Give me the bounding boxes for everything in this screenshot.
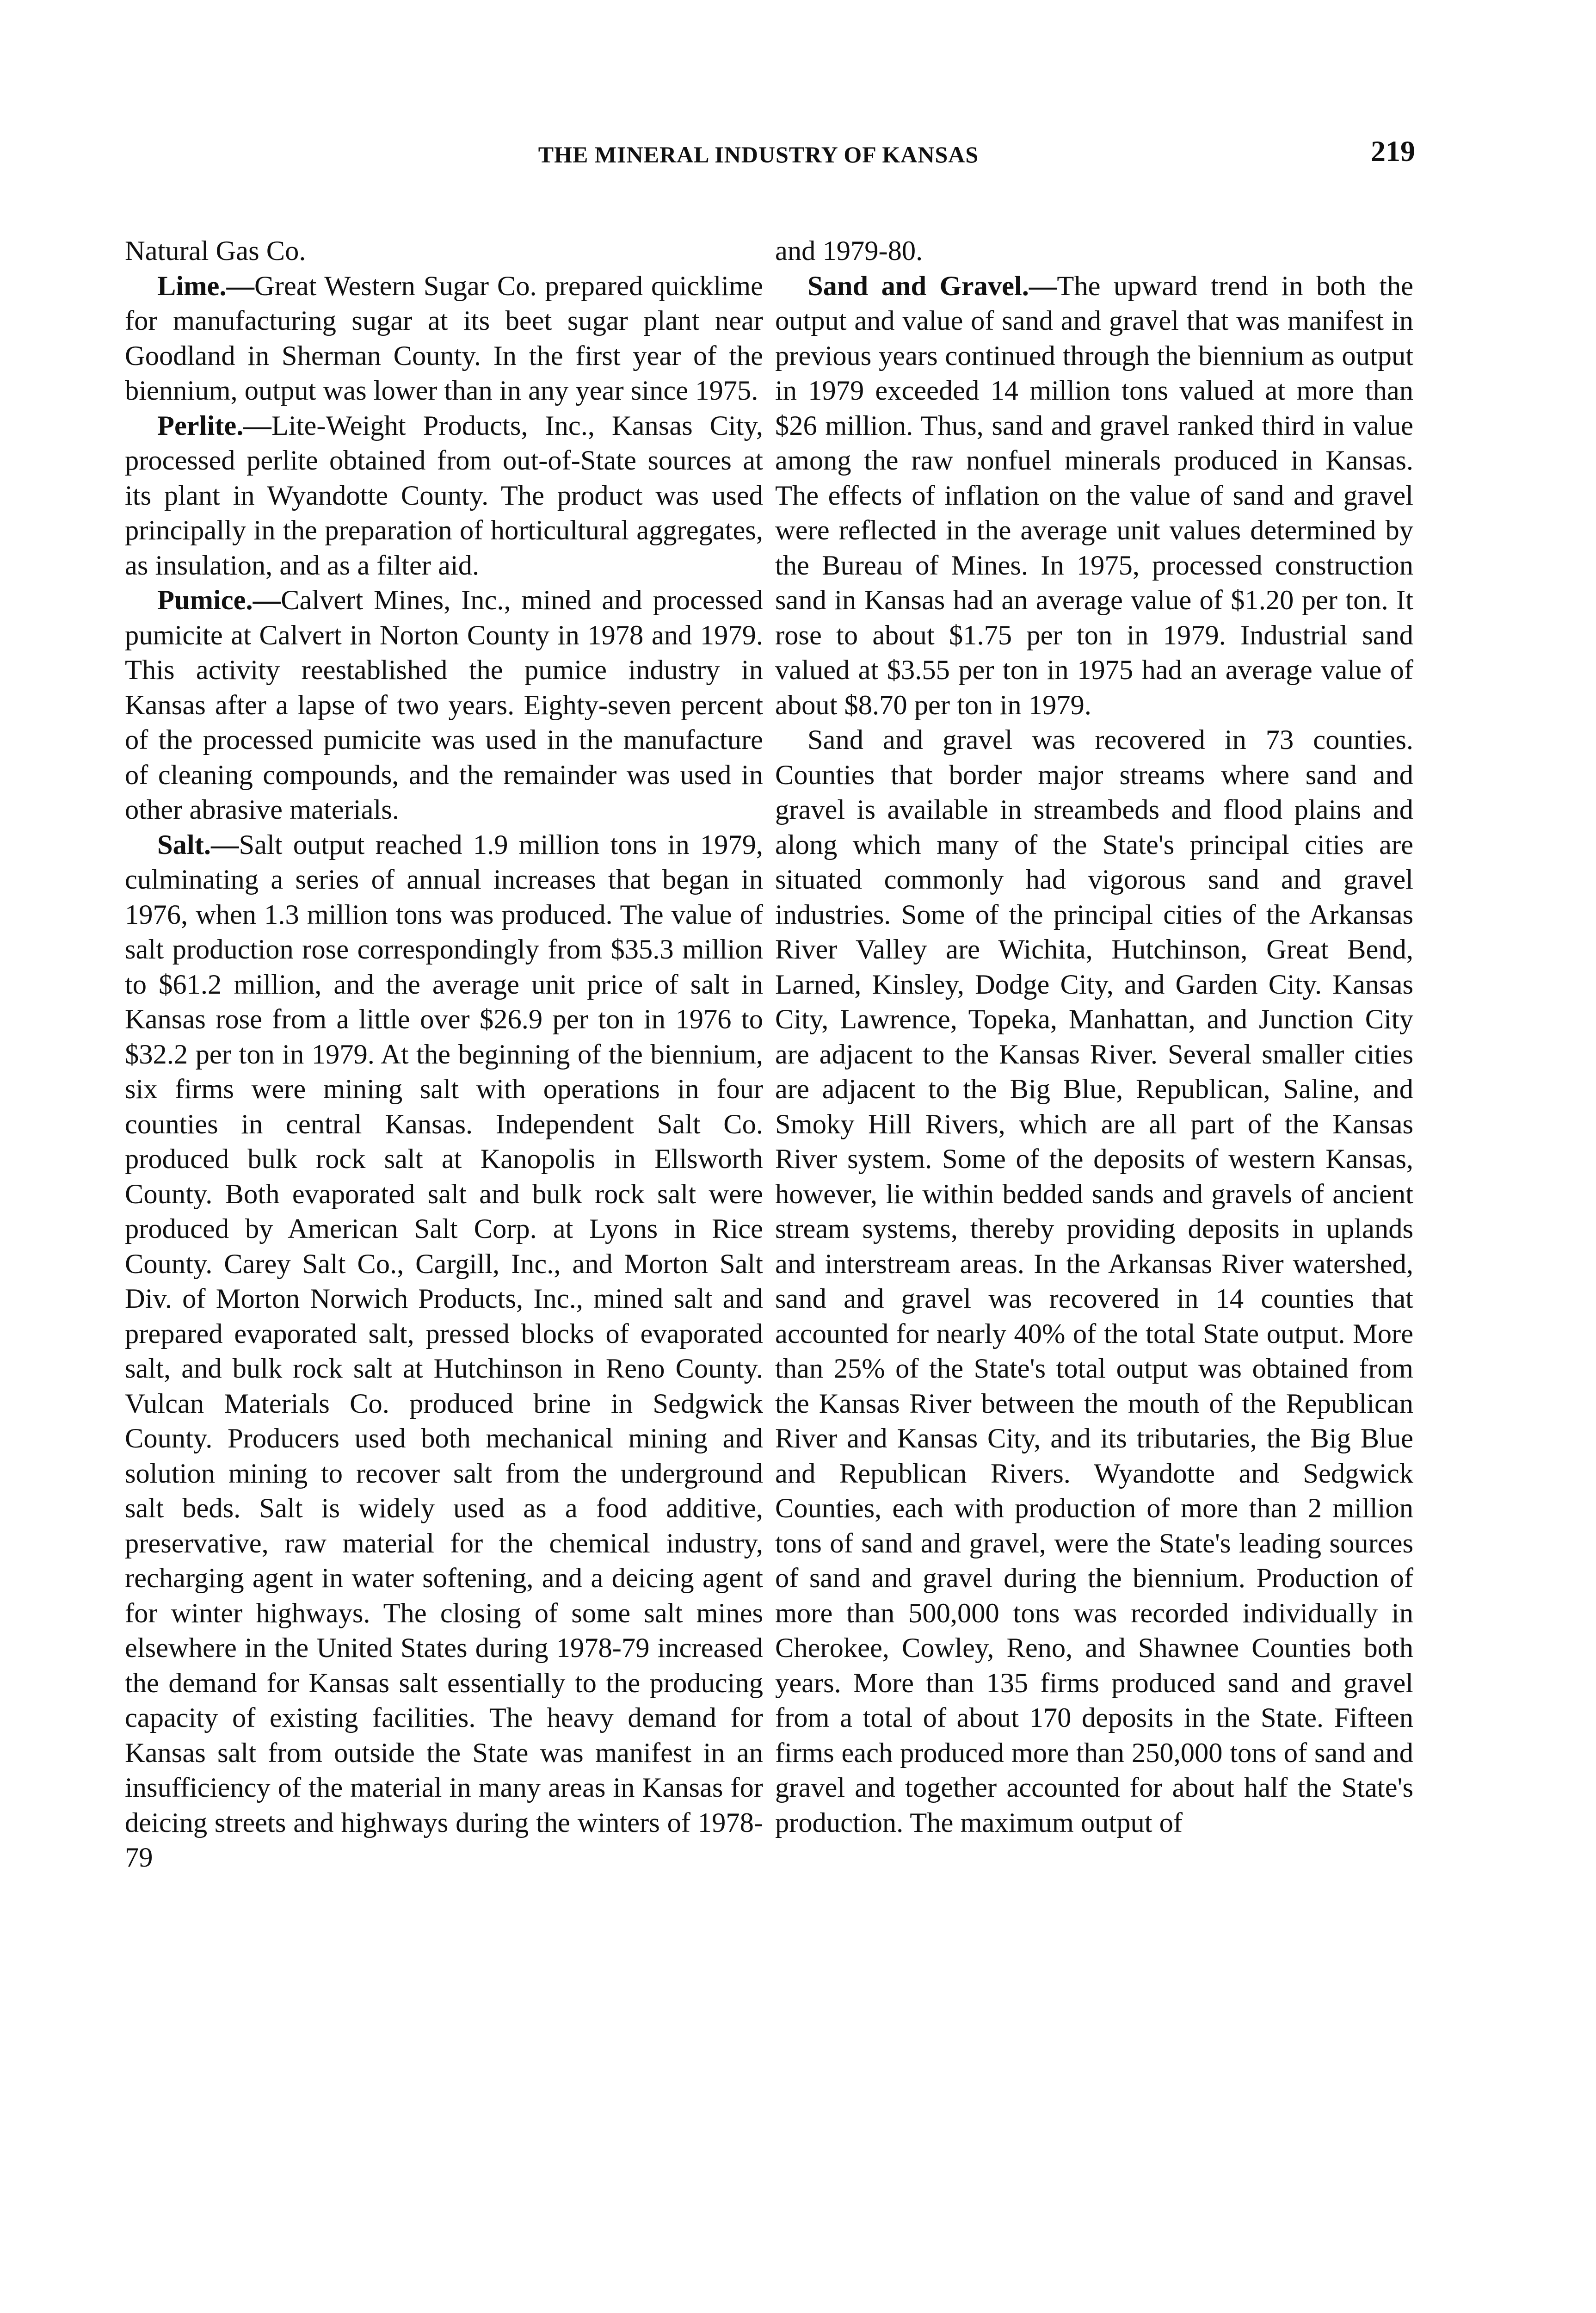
page-number: 219 xyxy=(1371,135,1415,167)
left-column xyxy=(125,234,763,1875)
section-heading-salt: Salt.— xyxy=(157,829,239,860)
paragraph-text: The upward trend in both the output and value of sand and gravel that was manifest in previous years continued through the biennium as output in 1979 exceeded 14 million tons valued at more than $26 million. Thus, sand and gravel ranked third in value among the raw nonfuel minerals produced in Kansas. The effects of inflation on the value of sand and gravel were reflected in the average unit values determined by the Bureau of Mines. In 1975, processed construction sand in Kansas had an average value of $1.20 per ton. It rose to about $1.75 per ton in 1979. Industrial sand valued at $3.55 per ton in 1975 had an average value of about $8.70 per ton in 1979. xyxy=(775,270,1413,721)
section-heading-pumice: Pumice.— xyxy=(157,585,281,616)
paragraph-sand-and-gravel-counties: Sand and gravel was recovered in 73 counties. Counties that border major streams where sand and gravel is available in streambeds and flood plains and along which many of the State's principal cities are situated commonly had vigorous sand and gravel industries. Some of the principal cities of the Arkansas River Valley are Wichita, Hutchinson, Great Bend, Larned, Kinsley, Dodge City, and Garden City. Kansas City, Lawrence, Topeka, Manhattan, and Junction City are adjacent to the Kansas River. Several smaller cities are adjacent to the Big Blue, Republican, Saline, and Smoky Hill Rivers, which are all part of the Kansas River system. Some of the deposits of western Kansas, however, lie within bedded sands and gravels of ancient stream systems, thereby providing deposits in uplands and interstream areas. In the Arkansas River watershed, sand and gravel was recovered in 14 counties that accounted for nearly 40% of the total State output. More than 25% of the State's total output was obtained from the Kansas River between the mouth of the Republican River and Kansas City, and its tributaries, the Big Blue and Republican Rivers. Wyandotte and Sedgwick Counties, each with production of more than 2 million tons of sand and gravel, were the State's leading sources of sand and gravel during the biennium. Production of more than 500,000 tons was recorded individually in Cherokee, Cowley, Reno, and Shawnee Counties both years. More than 135 firms produced sand and gravel from a total of about 170 deposits in the State. Fifteen firms each produced more than 250,000 tons of sand and gravel and together accounted for about half the State's production. The maximum output of xyxy=(775,724,1413,1838)
section-heading-sand-and-gravel: Sand and Gravel.— xyxy=(807,270,1057,302)
paragraph-continuation: Natural Gas Co. xyxy=(125,235,306,266)
running-head: THE MINERAL INDUSTRY OF KANSAS xyxy=(538,142,979,167)
paragraph-sand-and-gravel xyxy=(775,269,1413,723)
paragraph-text: Salt output reached 1.9 million tons in 1979, culminating a series of annual increases that began in 1976, when 1.3 million tons was produced. The value of salt production rose correspondingly from $35.3 million to $61.2 million, and the average unit price of salt in Kansas rose from a little over $26.9 per ton in 1976 to $32.2 per ton in 1979. At the beginning of the biennium, six firms were mining salt with operations in four counties in central Kansas. Independent Salt Co. produced bulk rock salt at Kanopolis in Ellsworth County. Both evaporated salt and bulk rock salt were produced by American Salt Corp. at Lyons in Rice County. Carey Salt Co., Cargill, Inc., and Morton Salt Div. of Morton Norwich Products, Inc., mined salt and prepared evaporated salt, pressed blocks of evaporated salt, and bulk rock salt at Hutchinson in Reno County. Vulcan Materials Co. produced brine in Sedgwick County. Producers used both mechanical mining and solution mining to recover salt from the underground salt beds. Salt is widely used as a food additive, preservative, raw material for the chemical industry, recharging agent in water softening, and a deicing agent for winter highways. The closing of some salt mines elsewhere in the United States during 1978-79 increased the demand for Kansas salt essentially to the producing capacity of existing facilities. The heavy demand for Kansas salt from outside the State was manifest in an insufficiency of the material in many areas in Kansas for deicing streets and highways during the winters of 1978-79 xyxy=(125,829,763,1873)
section-heading-perlite: Perlite.— xyxy=(157,410,271,441)
paragraph-continuation: and 1979-80. xyxy=(775,235,923,266)
right-column xyxy=(775,234,1413,1840)
paragraph-text: Lite-Weight Products, Inc., Kansas City, processed perlite obtained from out-of-State sources at its plant in Wyandotte County. The product was used principally in the preparation of horticultural aggregates, as insulation, and as a filter aid. xyxy=(125,410,763,581)
paragraph-text: Calvert Mines, Inc., mined and processed pumicite at Calvert in Norton County in 1978 and 1979. This activity reestablished the pumice industry in Kansas after a lapse of two years. Eighty-seven percent of the processed pumicite was used in the manufacture of cleaning compounds, and the remainder was used in other abrasive materials. xyxy=(125,585,763,825)
paragraph-salt xyxy=(125,828,763,1875)
paragraph-lime xyxy=(125,269,763,408)
paragraph-text: Great Western Sugar Co. prepared quicklime for manufacturing sugar at its beet sugar plant near Goodland in Sherman County. In the first year of the biennium, output was lower than in any year since 1975. xyxy=(125,270,763,406)
paragraph-perlite xyxy=(125,408,763,583)
paragraph-pumice xyxy=(125,583,763,828)
section-heading-lime: Lime.— xyxy=(157,270,255,302)
